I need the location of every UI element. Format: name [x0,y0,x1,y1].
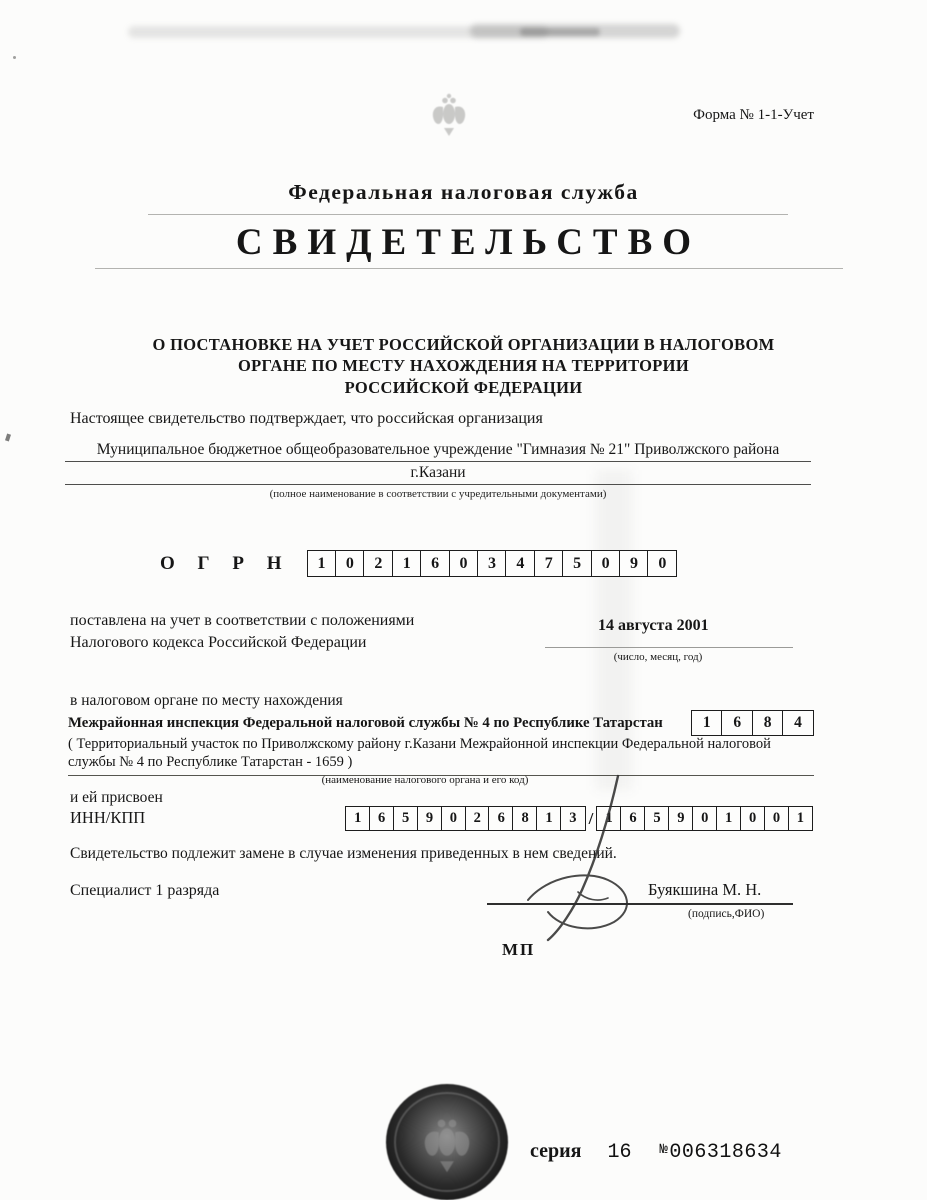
ogrn-label: О Г Р Н [160,552,291,574]
scan-artifact [470,24,680,38]
registration-line2: Налогового кодекса Российской Федерации [70,633,367,651]
ogrn-digit: 1 [392,550,422,577]
divider-line [148,214,788,215]
divider-line [95,268,843,269]
tax-office-intro: в налоговом органе по месту нахождения [70,692,343,709]
ogrn-digit: 0 [449,550,479,577]
agency-title: Федеральная налоговая служба [288,180,639,204]
document-subtitle [0,334,927,398]
ogrn-digit: 2 [363,550,393,577]
stamp-place-label: МП [502,940,536,959]
number-value: 006318634 [669,1141,782,1164]
scan-artifact [520,28,600,36]
tax-office-name: Межрайонная инспекция Федеральной налоговой службы № 4 по Республике Татарстан [68,714,663,731]
ogrn-row [160,550,677,577]
ogrn-digit-boxes [307,550,678,577]
territorial-line2: службы № 4 по Республике Татарстан - 1659 ) [68,753,353,770]
round-stamp-seal [386,1084,508,1200]
intro-text: Настоящее свидетельство подтверждает, что российская организация [70,410,543,427]
organization-caption: (полное наименование в соответствии с учредительными документами) [269,488,607,500]
scan-artifact [5,434,11,442]
tax-office-row [68,710,814,736]
inn-digit: 8 [512,806,538,831]
territorial-line1: ( Территориальный участок по Приволжскому району г.Казани Межрайонной инспекции Федеральной налоговой [68,736,771,752]
ogrn-digit: 0 [591,550,621,577]
inn-digit: 6 [488,806,514,831]
tax-office-code-boxes [691,710,814,736]
ogrn-digit: 9 [619,550,649,577]
ogrn-digit: 3 [477,550,507,577]
inn-kpp-label: ИНН/КПП [70,808,146,827]
registration-line1: поставлена на учет в соответствии с положениями [70,612,415,629]
certificate-number [659,1141,781,1164]
kpp-digit: 0 [764,806,790,831]
inn-digit: 1 [536,806,562,831]
inn-digit: 1 [345,806,371,831]
registration-date: 14 августа 2001 [598,617,709,634]
tax-code-digit: 8 [752,710,784,736]
number-sign: № [659,1142,669,1158]
tax-code-digit: 4 [782,710,814,736]
registration-statement [70,610,414,653]
tax-code-digit: 1 [691,710,723,736]
ogrn-digit: 6 [420,550,450,577]
series-label: серия [530,1140,582,1162]
kpp-digit: 0 [692,806,718,831]
tax-office-caption: (наименование налогового органа и его код) [321,774,529,786]
serial-number-row [530,1140,782,1164]
replacement-note: Свидетельство подлежит замене в случае изменения приведенных в нем сведений. [70,845,617,862]
organization-name-line1: Муниципальное бюджетное общеобразовательное учреждение "Гимназия № 21" Приволжского района [65,441,811,462]
official-name: Буякшина М. Н. [648,880,762,899]
handwritten-signature [490,772,665,962]
ogrn-digit: 0 [335,550,365,577]
subtitle-line: О ПОСТАНОВКЕ НА УЧЕТ РОССИЙСКОЙ ОРГАНИЗАЦИИ В НАЛОГОВОМ [152,335,775,354]
form-number-label: Форма № 1-1-Учет [693,107,814,123]
kpp-digit: 1 [716,806,742,831]
series-value: 16 [607,1141,632,1164]
kpp-digit: 6 [620,806,646,831]
assigned-label: и ей присвоен [70,789,163,806]
kpp-digit: 1 [596,806,622,831]
coat-of-arms-icon [428,90,470,143]
organization-name-block [65,441,811,500]
tax-code-digit: 6 [721,710,753,736]
ogrn-digit: 1 [307,550,337,577]
inn-digit: 0 [441,806,467,831]
date-underline [545,647,793,648]
document-title: СВИДЕТЕЛЬСТВО [235,222,702,263]
subtitle-line: ОРГАНЕ ПО МЕСТУ НАХОЖДЕНИЯ НА ТЕРРИТОРИИ [238,356,689,376]
inn-digit: 2 [465,806,491,831]
kpp-digit: 5 [644,806,670,831]
inn-digit: 6 [369,806,395,831]
ogrn-digit: 0 [647,550,677,577]
inn-digit: 3 [560,806,586,831]
inn-digit: 9 [417,806,443,831]
organization-name-line2: г.Казани [65,464,811,485]
date-caption: (число, месяц, год) [613,651,703,663]
ogrn-digit: 7 [534,550,564,577]
inn-kpp-separator: / [588,808,594,828]
official-title: Специалист 1 разряда [70,882,220,899]
scan-artifact [128,26,548,38]
inn-digit: 5 [393,806,419,831]
kpp-digit: 1 [788,806,814,831]
territorial-note [68,736,814,776]
subtitle-line: РОССИЙСКОЙ ФЕДЕРАЦИИ [344,377,583,397]
ogrn-digit: 5 [562,550,592,577]
kpp-digit: 9 [668,806,694,831]
kpp-digit: 0 [740,806,766,831]
scan-artifact [13,56,16,59]
signature-caption: (подпись,ФИО) [688,908,765,920]
ogrn-digit: 4 [505,550,535,577]
